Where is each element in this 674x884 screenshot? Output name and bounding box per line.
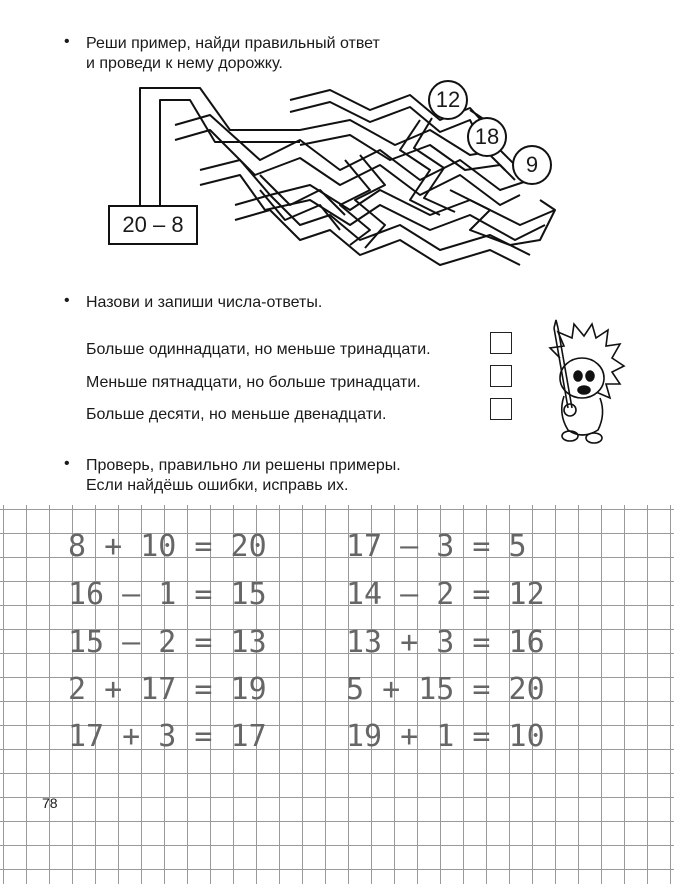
task2-text: Назови и запиши числа-ответы.	[86, 294, 323, 311]
equation-left-2: 16 – 1 = 15	[68, 577, 267, 612]
bullet: •	[64, 292, 70, 309]
answer-circle-9[interactable]: 9	[512, 145, 552, 185]
task3-line2: Если найдёшь ошибки, исправь их.	[86, 477, 349, 494]
bullet: •	[64, 33, 70, 50]
task3-line1: Проверь, правильно ли решены примеры.	[86, 457, 401, 474]
answer-box-3[interactable]	[490, 398, 512, 420]
task1-line2: и проведи к нему дорожку.	[86, 55, 283, 72]
equation-left-1: 8 + 10 = 20	[68, 529, 267, 564]
equation-left-3: 15 – 2 = 13	[68, 625, 267, 660]
answer-box-2[interactable]	[490, 365, 512, 387]
equation-left-5: 17 + 3 = 17	[68, 719, 267, 754]
condition-1: Больше одиннадцати, но меньше тринадцати.	[86, 341, 431, 358]
bullet: •	[64, 455, 70, 472]
equation-left-4: 2 + 17 = 19	[68, 672, 267, 707]
hedgehog-illustration	[540, 318, 630, 448]
answer-circle-12[interactable]: 12	[428, 80, 468, 120]
condition-2: Меньше пятнадцати, но больше тринадцати.	[86, 374, 421, 391]
page-number: 78	[42, 795, 58, 811]
expression-box: 20 – 8	[108, 205, 198, 245]
equation-right-4: 5 + 15 = 20	[346, 672, 545, 707]
condition-3: Больше десяти, но меньше двенадцати.	[86, 406, 387, 423]
equation-right-1: 17 – 3 = 5	[346, 529, 527, 564]
equation-right-3: 13 + 3 = 16	[346, 625, 545, 660]
equation-right-5: 19 + 1 = 10	[346, 719, 545, 754]
maze	[0, 0, 674, 300]
task1-line1: Реши пример, найди правильный ответ	[86, 35, 380, 52]
answer-box-1[interactable]	[490, 332, 512, 354]
equation-right-2: 14 – 2 = 12	[346, 577, 545, 612]
answer-circle-18[interactable]: 18	[467, 117, 507, 157]
